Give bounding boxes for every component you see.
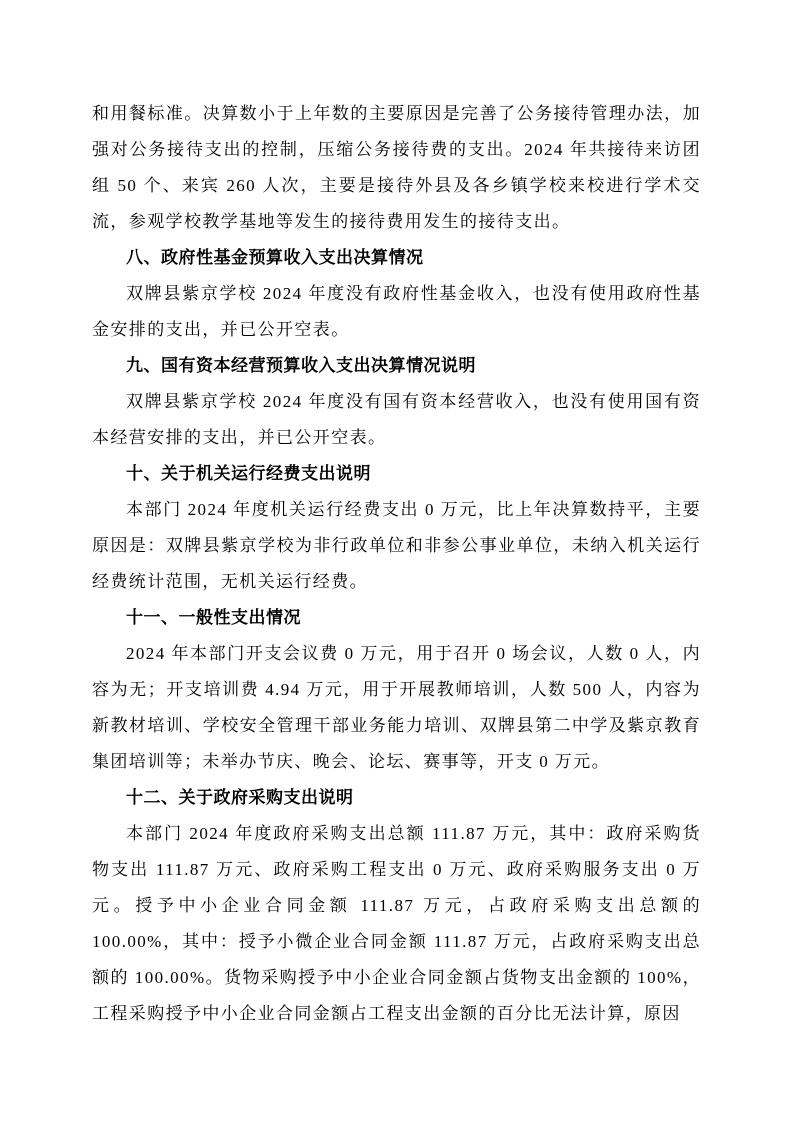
paragraph-section-12-government-procurement: 本部门 2024 年度政府采购支出总额 111.87 万元，其中：政府采购货物支出 111.87 万元、政府采购工程支出 0 万元、政府采购服务支出 0 万元。授予中小企业合同金额 111.87 万元，占政府采购支出总额的 100.00%，其中：授予小微企业合同金额 111.87 万元，占政府采购支出总额的 100.00%。货物采购授予中小企业合同金额占货物支出金额的 100%，工程采购授予中小企业合同金额占工程支出金额的百分比无法计算，原因 [92, 824, 701, 1023]
heading-section-8-government-fund-budget: 八、政府性基金预算收入支出决算情况 [126, 248, 424, 267]
paragraph-section-8-government-fund-budget: 双牌县紫京学校 2024 年度没有政府性基金收入，也没有使用政府性基金安排的支出，并已公开空表。 [92, 284, 701, 339]
paragraph-official-reception-continued: 和用餐标准。决算数小于上年数的主要原因是完善了公务接待管理办法，加强对公务接待支出的控制，压缩公务接待费的支出。2024 年共接待来访团组 50 个、来宾 260 人次，主要是接待外县及各乡镇学校来校进行学术交流，参观学校教学基地等发生的接待费用发生的接待支出。 [92, 104, 701, 231]
heading-section-12-government-procurement: 十二、关于政府采购支出说明 [126, 788, 354, 807]
document-body [92, 96, 701, 1032]
paragraph-section-11-general-expenditure: 2024 年本部门开支会议费 0 万元，用于召开 0 场会议，人数 0 人，内容为无；开支培训费 4.94 万元，用于开展教师培训，人数 500 人，内容为新教材培训、学校安全管理干部业务能力培训、双牌县第二中学及紫京教育集团培训等；未举办节庆、晚会、论坛、赛事等，开支 0 万元。 [92, 644, 701, 771]
heading-section-10-agency-operating-expenses: 十、关于机关运行经费支出说明 [126, 464, 371, 483]
heading-section-9-state-capital-operations: 九、国有资本经营预算收入支出决算情况说明 [126, 356, 476, 375]
heading-section-11-general-expenditure: 十一、一般性支出情况 [126, 608, 301, 627]
paragraph-section-9-state-capital-operations: 双牌县紫京学校 2024 年度没有国有资本经营收入，也没有使用国有资本经营安排的支出，并已公开空表。 [92, 392, 701, 447]
paragraph-section-10-agency-operating-expenses: 本部门 2024 年度机关运行经费支出 0 万元，比上年决算数持平，主要原因是：双牌县紫京学校为非行政单位和非参公事业单位，未纳入机关运行经费统计范围，无机关运行经费。 [92, 500, 701, 591]
